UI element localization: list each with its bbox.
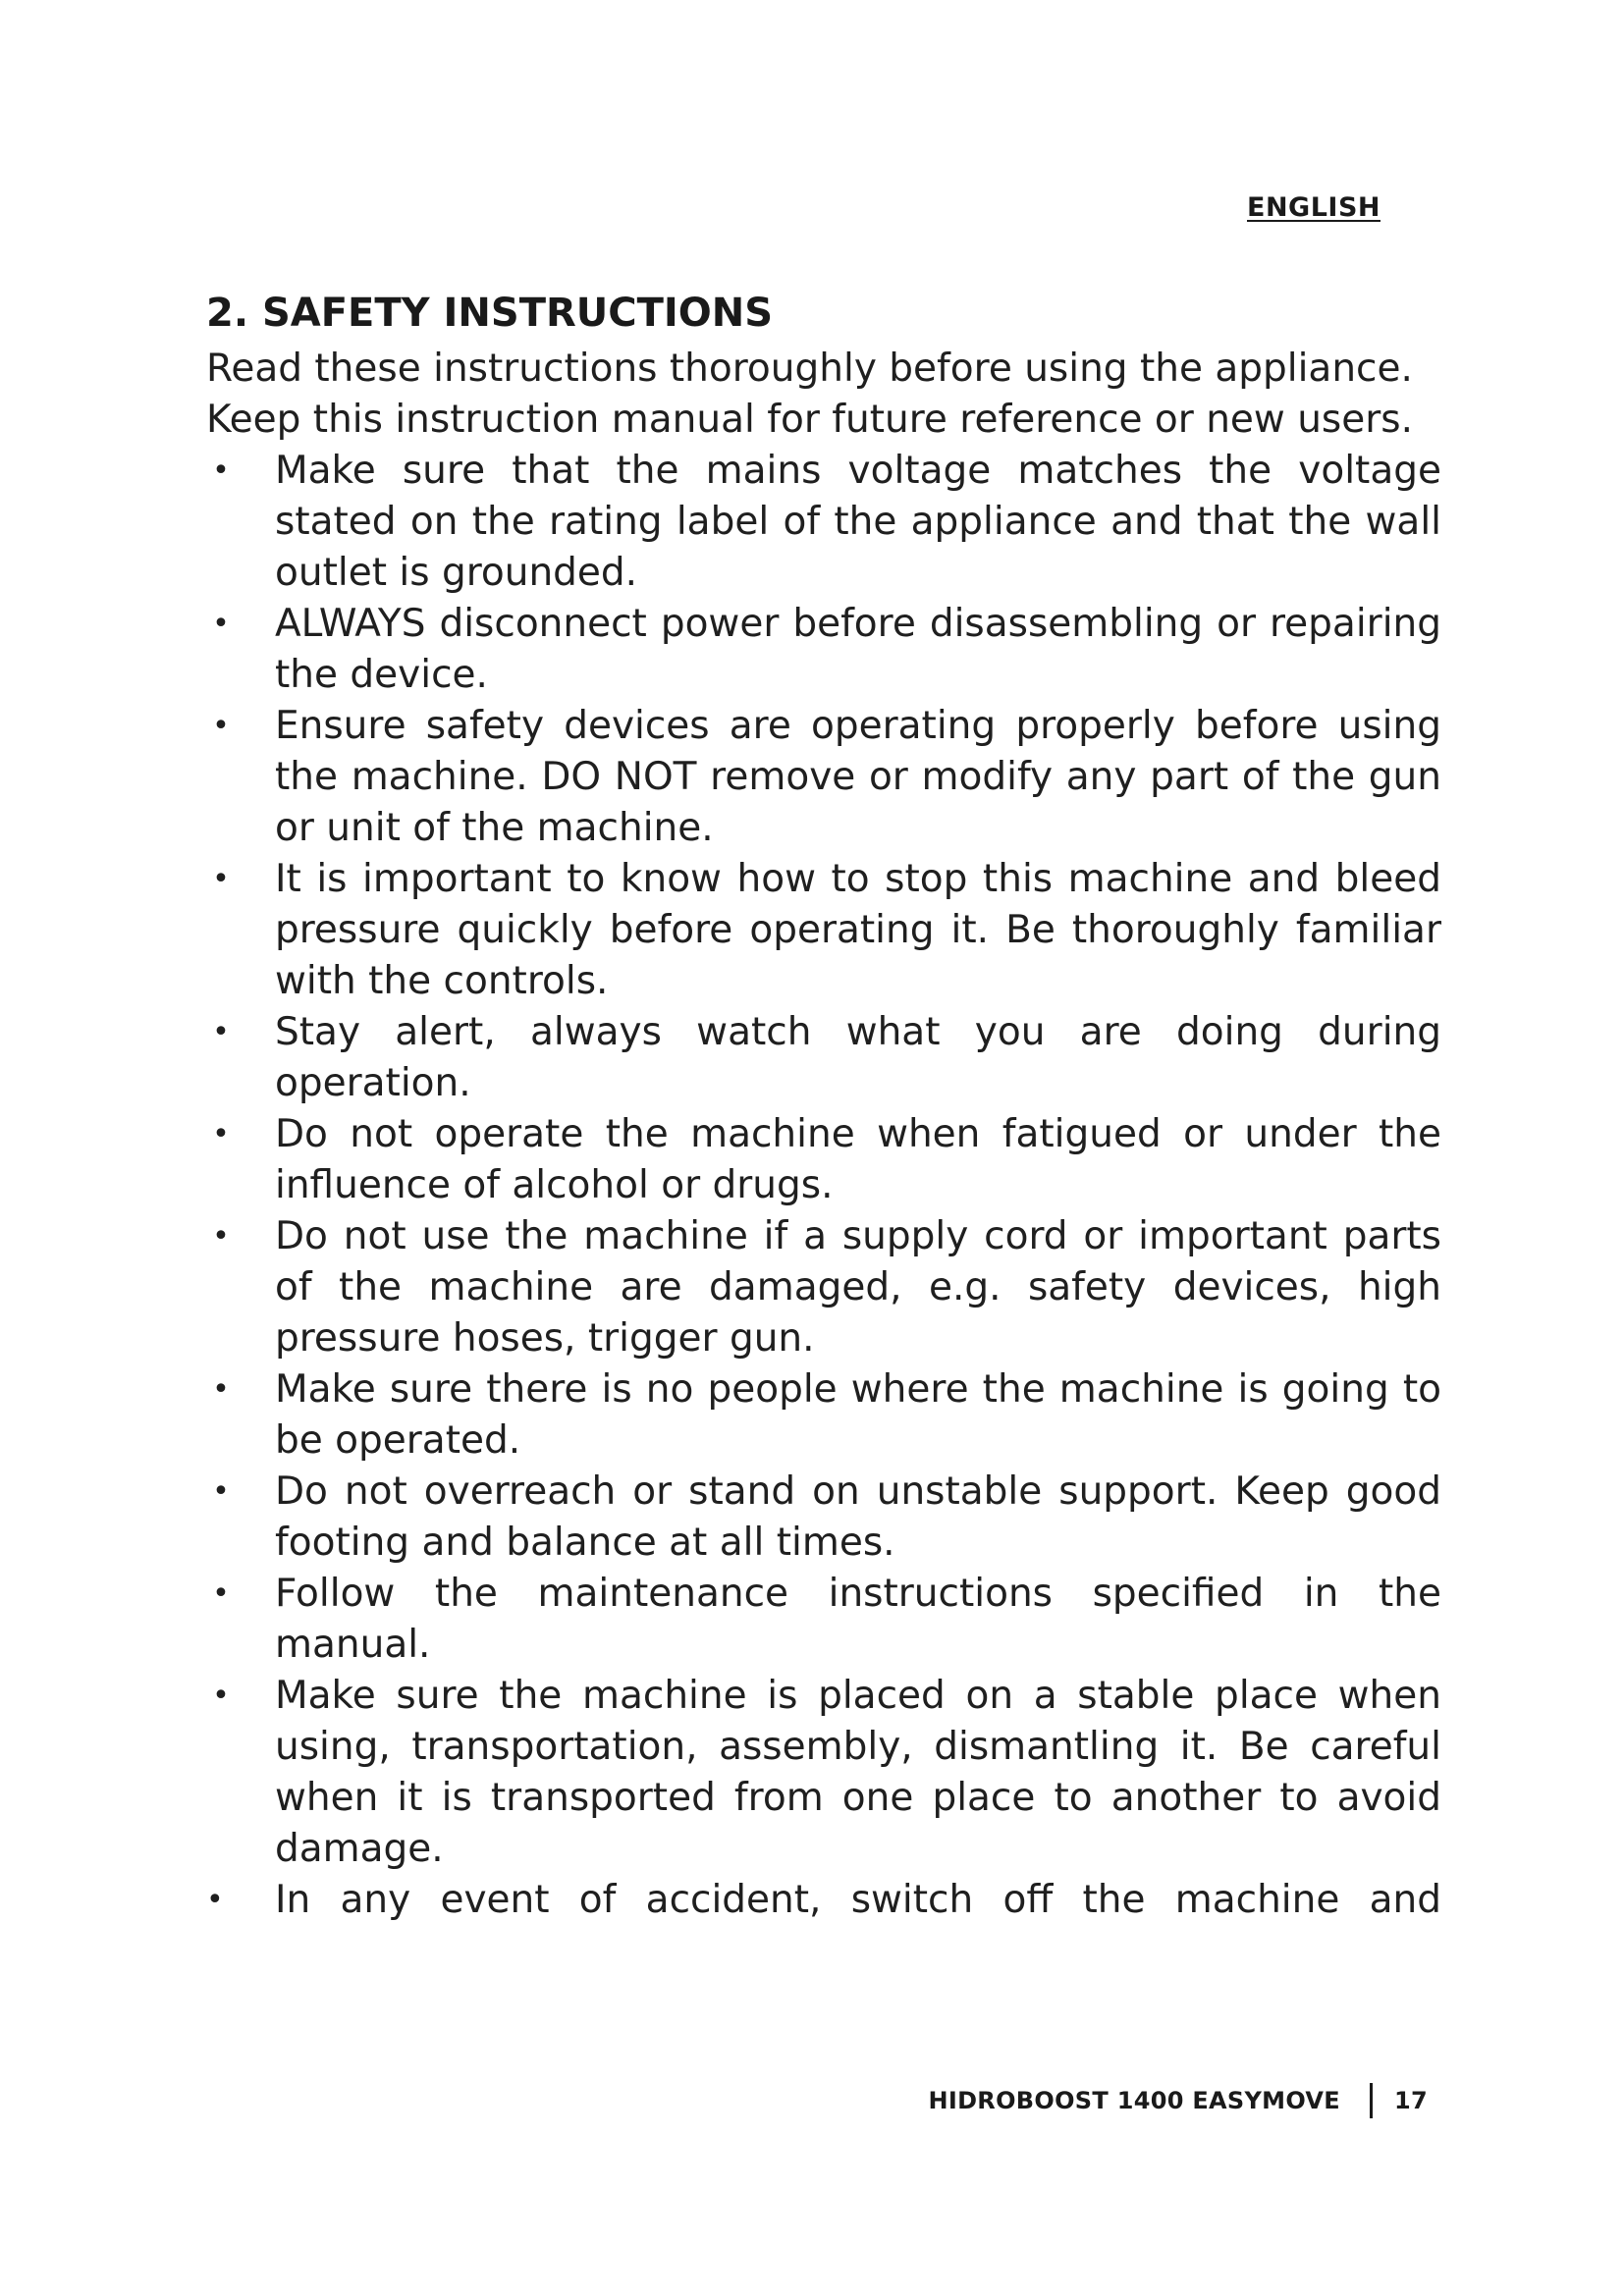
intro-line-1: Read these instructions thoroughly before using the appliance.	[206, 347, 1413, 391]
safety-section	[206, 285, 1441, 1926]
bullet-item: • Make sure the machine is placed on a stable place when using, transportation, assembly, dismantling it. Be careful when it is transported from one place to another to avoid damage.	[206, 1671, 1441, 1875]
bullet-dot-icon: •	[212, 454, 230, 488]
bullet-dot-icon: •	[212, 862, 230, 896]
bullet-item: • In any event of accident, switch off the machine and	[206, 1875, 1441, 1926]
page-footer	[928, 2083, 1428, 2118]
bullet-dot-icon: •	[212, 1015, 230, 1049]
bullet-dot-icon: •	[206, 1883, 224, 1917]
bullet-item: • Make sure there is no people where the machine is going to be operated.	[206, 1364, 1441, 1467]
bullet-dot-icon: •	[212, 1576, 230, 1611]
bullet-item: • Do not operate the machine when fatigued or under the influence of alcohol or drugs.	[206, 1109, 1441, 1211]
bullet-item: • Follow the maintenance instructions specified in the manual.	[206, 1569, 1441, 1671]
language-label: ENGLISH	[1247, 192, 1380, 223]
bullet-item: • Do not use the machine if a supply cord or important parts of the machine are damaged, e.g. safety devices, high pressure hoses, trigger gun.	[206, 1211, 1441, 1364]
bullet-dot-icon: •	[212, 1474, 230, 1509]
section-title: 2. SAFETY INSTRUCTIONS	[206, 291, 774, 336]
bullet-item: • Do not overreach or stand on unstable support. Keep good footing and balance at all times.	[206, 1467, 1441, 1569]
footer-divider	[1370, 2083, 1373, 2118]
bullet-dot-icon: •	[212, 1219, 230, 1254]
bullet-dot-icon: •	[212, 607, 230, 641]
bullet-item: • Stay alert, always watch what you are doing during operation.	[206, 1007, 1441, 1109]
bullet-item: • Ensure safety devices are operating properly before using the machine. DO NOT remove or modify any part of the gun or unit of the machine.	[206, 701, 1441, 854]
bullet-dot-icon: •	[212, 709, 230, 743]
page-number: 17	[1394, 2087, 1428, 2114]
bullet-item: • It is important to know how to stop this machine and bleed pressure quickly before operating it. Be thoroughly familiar with the controls.	[206, 854, 1441, 1007]
bullet-dot-icon: •	[212, 1372, 230, 1407]
bullet-dot-icon: •	[212, 1679, 230, 1713]
bullet-item: • ALWAYS disconnect power before disassembling or repairing the device.	[206, 599, 1441, 701]
bullet-dot-icon: •	[212, 1117, 230, 1151]
bullet-item: • Make sure that the mains voltage matches the voltage stated on the rating label of the appliance and that the wall outlet is grounded.	[206, 446, 1441, 599]
intro-line-2: Keep this instruction manual for future reference or new users.	[206, 398, 1413, 442]
safety-bullet-list	[206, 446, 1441, 1926]
product-name: HIDROBOOST 1400 EASYMOVE	[928, 2087, 1340, 2114]
